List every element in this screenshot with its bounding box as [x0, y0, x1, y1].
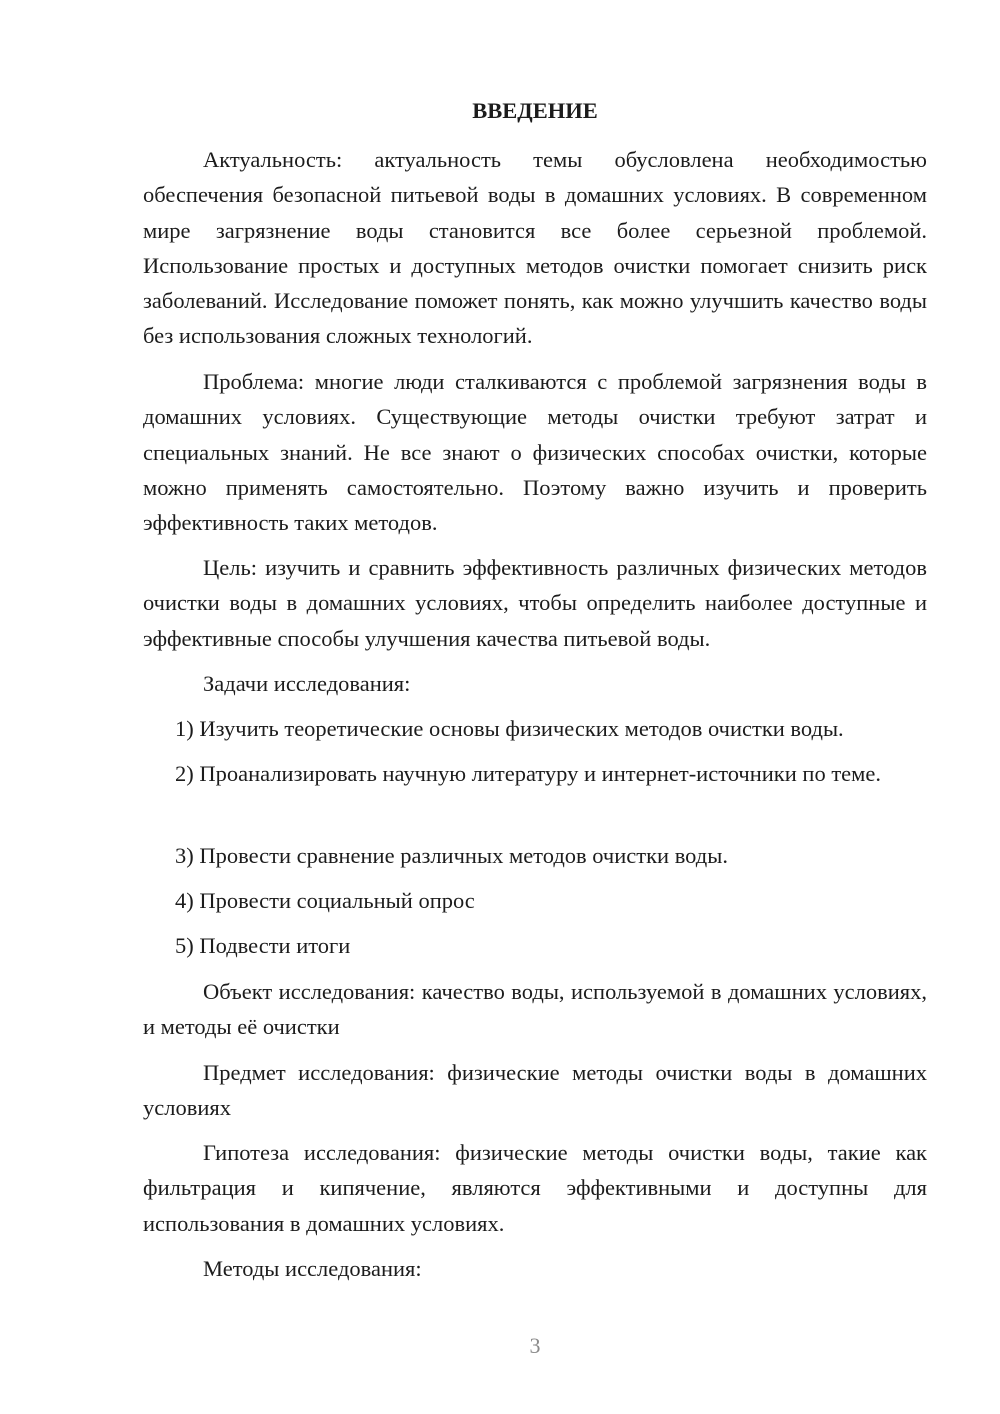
task-item-5: 5) Подвести итоги [175, 933, 351, 958]
goal-paragraph: Цель: изучить и сравнить эффективность различных физических методов очистки воды в домашних условиях, чтобы определить наиболее доступные и эффективные способы улучшения качества питьевой воды. [143, 555, 927, 651]
methods-heading: Методы исследования: [203, 1256, 422, 1281]
page-title: ВВЕДЕНИЕ [472, 98, 598, 123]
object-paragraph: Объект исследования: качество воды, используемой в домашних условиях, и методы её очистки [143, 979, 927, 1040]
relevance-paragraph: Актуальность: актуальность темы обусловлена необходимостью обеспечения безопасной питьевой воды в домашних условиях. В современном мире загрязнение воды становится все более серьезной проблемой. Использование простых и доступных методов очистки помогает снизить риск заболеваний. Исследование поможет понять, как можно улучшить качество воды без использования сложных технологий. [143, 147, 927, 349]
subject-paragraph: Предмет исследования: физические методы очистки воды в домашних условиях [143, 1060, 927, 1121]
page-number: 3 [529, 1333, 541, 1358]
task-item-4: 4) Провести социальный опрос [175, 888, 475, 913]
task-item-1: 1) Изучить теоретические основы физических методов очистки воды. [175, 716, 844, 741]
task-item-2: 2) Проанализировать научную литературу и интернет-источники по теме. [175, 761, 881, 786]
problem-paragraph: Проблема: многие люди сталкиваются с проблемой загрязнения воды в домашних условиях. Существующие методы очистки требуют затрат и специальных знаний. Не все знают о физических способах очистки, которые можно применять самостоятельно. Поэтому важно изучить и проверить эффективность таких методов. [143, 369, 927, 536]
tasks-heading: Задачи исследования: [203, 671, 411, 696]
document-page [143, 0, 927, 1414]
hypothesis-paragraph: Гипотеза исследования: физические методы очистки воды, такие как фильтрация и кипячение, являются эффективными и доступны для использования в домашних условиях. [143, 1140, 927, 1236]
task-item-3: 3) Провести сравнение различных методов очистки воды. [175, 843, 728, 868]
